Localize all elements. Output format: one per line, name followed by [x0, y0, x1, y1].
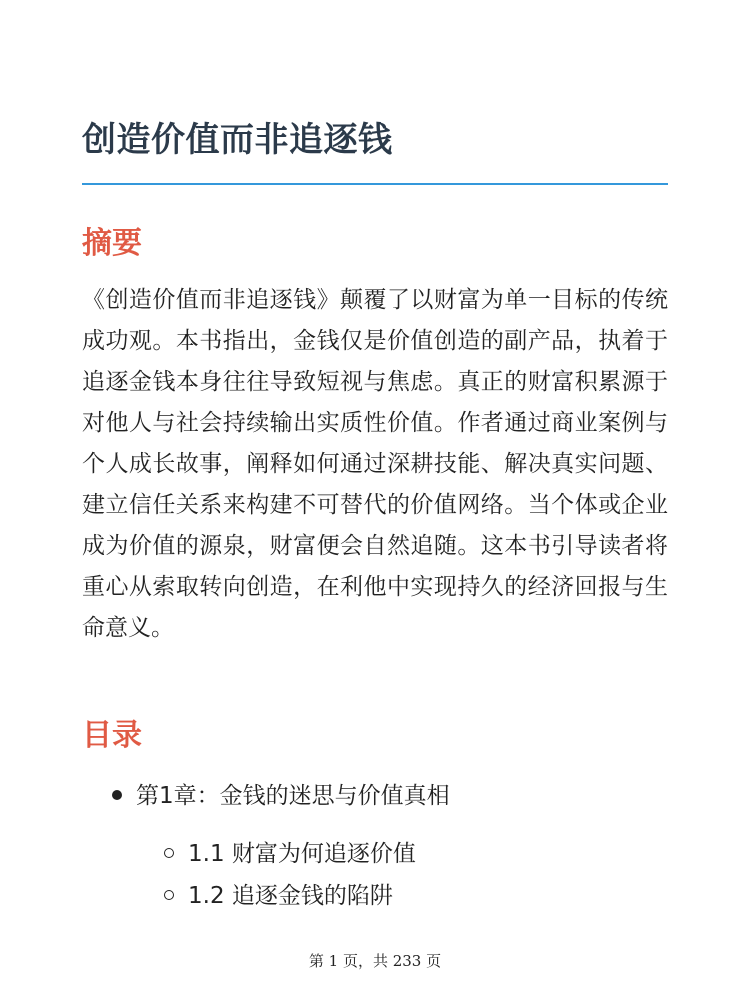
toc-chapter-label: 第1章：金钱的迷思与价值真相 — [136, 783, 450, 809]
title-divider — [82, 183, 668, 185]
toc-section-label: 1.2 追逐金钱的陷阱 — [188, 883, 393, 909]
circle-bullet-icon — [164, 848, 174, 858]
page-footer: 第 1 页，共 233 页 — [308, 952, 442, 970]
toc-section-item — [164, 834, 416, 874]
bullet-icon — [112, 790, 122, 800]
toc-section-item — [164, 876, 393, 916]
toc-section-label: 1.1 财富为何追逐价值 — [188, 841, 416, 867]
toc-heading: 目录 — [82, 718, 142, 753]
toc-chapter-item — [112, 776, 450, 816]
document-title: 创造价值而非追逐钱 — [82, 120, 393, 160]
circle-bullet-icon — [164, 890, 174, 900]
summary-text: 《创造价值而非追逐钱》颠覆了以财富为单一目标的传统成功观。本书指出，金钱仅是价值创造的副产品，执着于追逐金钱本身往往导致短视与焦虑。真正的财富积累源于对他人与社会持续输出实质性价值。作者通过商业案例与个人成长故事，阐释如何通过深耕技能、解决真实问题、建立信任关系来构建不可替代的价值网络。当个体或企业成为价值的源泉，财富便会自然追随。这本书引导读者将重心从索取转向创造，在利他中实现持久的经济回报与生命意义。 — [82, 287, 668, 641]
summary-heading: 摘要 — [82, 226, 142, 261]
